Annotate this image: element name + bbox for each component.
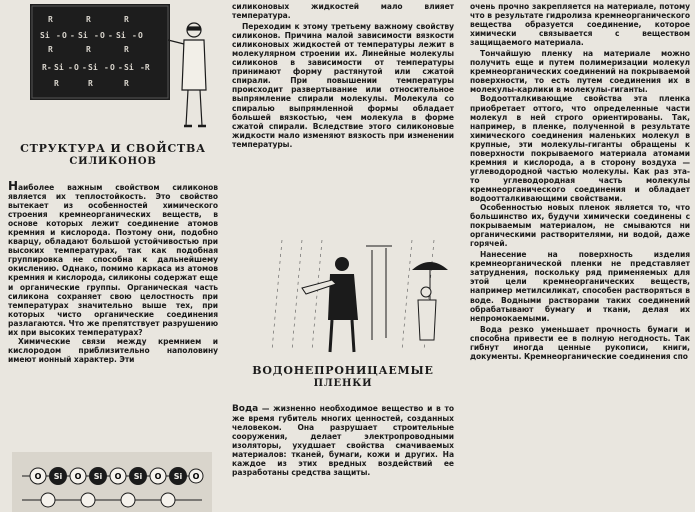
svg-text:O: O <box>114 472 122 481</box>
person-figure <box>302 257 358 352</box>
svg-text:R: R <box>48 15 53 24</box>
svg-text:R: R <box>124 45 129 54</box>
svg-text:O: O <box>192 472 200 481</box>
svg-text:Si: Si <box>93 472 103 481</box>
lattice-row-1 <box>30 467 203 485</box>
scientist-figure <box>168 23 206 126</box>
rain-umbrella-illustration <box>262 240 452 360</box>
blackboard-illustration <box>8 0 218 138</box>
svg-text:Si: Si <box>54 63 64 72</box>
svg-text:Si: Si <box>40 31 50 40</box>
article1-body <box>8 179 218 364</box>
column2-paragraph: Переходим к этому третьему важному свойству силиконов. Причина малой зависимости вязкости силиконовых жидкостей от температуры лежит в молекулярном строении их. Линейные молекулы силиконов в зависимости от температуры принимают форму растянутой или сжатой спирали. При повышении температуры происходит развертывание или относительное выпрямление спирали молекулы. Молекула со спиралью выпрямленной формы обладает большей вязкостью, чем молекула в форме сжатой спирали. Вследствие этого силиконовые жидкости мало изменяют вязкость при изменении температуры. <box>232 22 454 149</box>
column3-paragraph-6: Вода резко уменьшает прочность бумаги и способна привести ее в полную негодность. Так гибнут иногда ценные рукописи, книги, документы. Кремнеорганические соединения спо <box>470 324 690 361</box>
column3-paragraph-1: очень прочно закрепляется на материале, потому что в результате гидролиза кремнеорганического вещества образуется соединение, которое химически связывается с веществом защищаемого материала. <box>470 2 690 48</box>
svg-text:Si: Si <box>133 472 143 481</box>
column3-paragraph-3: Водоотталкивающие свойства эта пленка приобретает оттого, что определенные части молекул в ней строго ориентированы. Так, например, в пленке, полученной в результате химического соединения маленьких молекул в крупные, эти молекулы-гиганты обращены к поверхности покрываемого материала атомами кремния и кислорода, а в сторону воздуха — углеводородной частью молекулы. Как раз эта-то углеводородная часть молекулы кремнеорганического соединения и обладает водоотталкивающими свойствами. <box>470 94 690 203</box>
svg-text:Si: Si <box>124 63 134 72</box>
svg-text:O: O <box>74 472 82 481</box>
column3-paragraph-2: Тончайшую пленку на материале можно получить еще и путем полимеризации молекул кремнеорганических соединений на покрываемой поверхности, то есть путем соединения их в молекулы-карлики в молекулы-гиганты. <box>470 49 690 95</box>
svg-text:-: - <box>70 31 75 40</box>
svg-text:-: - <box>68 63 73 72</box>
column3-paragraph-5: Нанесение на поверхность изделия кремнеорганической пленки не представляет затруднения, поскольку ряд применяемых для этой цели кремнеорганических веществ, например метилсиликат, способен растворяться в воде. Водными растворами таких соединений обрабатывают бумагу и ткани, делая их непромокаемыми. <box>470 250 690 323</box>
svg-text:R: R <box>86 15 91 24</box>
article1-paragraph-1-text: аиболее важным свойством силиконов является их теплостойкость. Это свойство вытекает из особенностей химического строения кремнеорганических веществ, в основе которых лежит соединение атомов кремния и кислорода. Поэтому они, подобно кварцу, обладают большой устойчивостью при высоких температурах, так как подобная группировка не способна к дальнейшему окислению. Однако, помимо каркаса из атомов кремния и кислорода, силиконы содержат еще и органические группы. Органическая часть силикона сохраняет свою целостность при температурах значительно выше тех, при которых чисто органические соединения разлагаются. Что же препятствует разрушению их при высоких температурах? <box>8 183 218 337</box>
article1-paragraph-1 <box>8 179 218 337</box>
article1-paragraph-2: Химические связи между кремнием и кислородом приблизительно наполовину имеют ионный характер. Эти <box>8 336 218 364</box>
article2-body <box>232 404 454 477</box>
svg-text:R: R <box>48 45 53 54</box>
svg-text:-: - <box>94 31 99 40</box>
lattice-illustration <box>12 452 212 512</box>
article2-lead-word: Вода <box>232 404 259 414</box>
svg-text:O: O <box>74 63 79 72</box>
svg-text:-: - <box>56 31 61 40</box>
article2-paragraph-1 <box>232 404 454 477</box>
svg-text:O: O <box>110 63 115 72</box>
svg-text:R: R <box>86 45 91 54</box>
column3-body <box>470 2 690 361</box>
svg-text:Si: Si <box>173 472 183 481</box>
column2-body <box>232 2 454 149</box>
svg-text:O: O <box>138 31 143 40</box>
svg-text:R: R <box>124 15 129 24</box>
svg-text:-: - <box>108 31 113 40</box>
column3-paragraph-4: Особенностью новых пленок является то, что большинство их, будучи химически соединены с покрываемым материалом, не смываются ни органическими растворителями, ни водой, даже горячей. <box>470 203 690 249</box>
article2-title-line2: ПЛЕНКИ <box>313 378 373 389</box>
svg-text:-: - <box>118 63 123 72</box>
svg-text:O: O <box>62 31 67 40</box>
article1-title-line2: СИЛИКОНОВ <box>69 156 157 167</box>
svg-text:Si: Si <box>88 63 98 72</box>
svg-text:Si: Si <box>78 31 88 40</box>
svg-text:R: R <box>54 79 59 88</box>
svg-text:R-: R- <box>42 63 52 72</box>
svg-text:Si: Si <box>116 31 126 40</box>
article2-heading-block <box>232 364 454 390</box>
svg-text:R: R <box>124 79 129 88</box>
umbrella-figure <box>412 262 448 340</box>
svg-text:-: - <box>82 63 87 72</box>
svg-text:-: - <box>132 31 137 40</box>
drop-cap: Н <box>8 179 18 193</box>
svg-text:O: O <box>34 472 42 481</box>
svg-text:O: O <box>154 472 162 481</box>
svg-text:R: R <box>88 79 93 88</box>
article2-title-line1: ВОДОНЕПРОНИЦАЕМЫЕ <box>252 364 434 377</box>
article2-paragraph-1-text: — жизненно необходимое вещество и в то же время губитель многих ценностей, созданных человеком. Она разрушает строительные сооружения, делает электропроводными изоляторы, ухудшает свойства смачиваемых материалов: тканей, бумаги, кожи и других. На каждое из этих вредных воздействий ее разработаны средства защиты. <box>232 404 454 478</box>
svg-text:Si: Si <box>53 472 63 481</box>
svg-text:-R: -R <box>140 63 150 72</box>
svg-text:-: - <box>104 63 109 72</box>
column2-continuation: силиконовых жидкостей мало влияет температура. <box>232 2 454 21</box>
svg-text:O: O <box>100 31 105 40</box>
article1-title-line1: СТРУКТУРА И СВОЙСТВА <box>20 142 206 155</box>
article1-heading-block <box>8 142 218 168</box>
